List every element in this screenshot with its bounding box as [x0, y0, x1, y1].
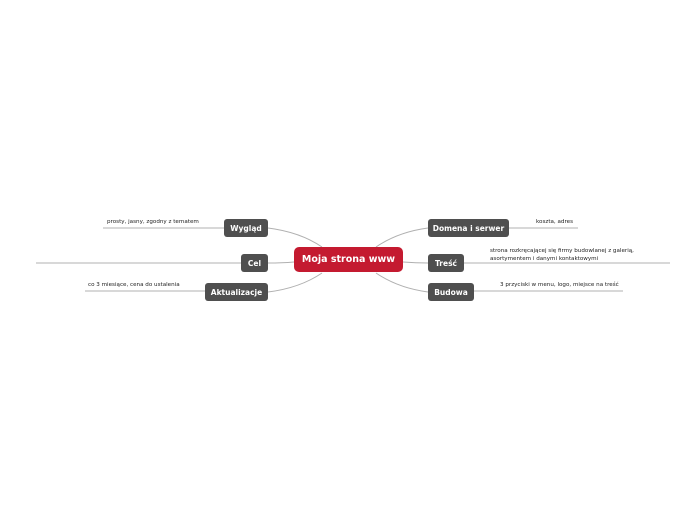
topic-budowa-label: Budowa: [434, 287, 468, 297]
topic-wyglad[interactable]: [224, 219, 268, 237]
root-topic[interactable]: [294, 247, 403, 272]
connector-budowa: [376, 273, 428, 292]
note-aktualizacje: co 3 miesiące, cena do ustalenia: [88, 282, 180, 288]
topic-aktualizacje[interactable]: [205, 283, 268, 301]
connector-cel: [268, 262, 294, 263]
note-budowa: 3 przyciski w menu, logo, miejsce na treść: [500, 282, 619, 288]
note-wyglad: prosty, jasny, zgodny z tematem: [107, 219, 199, 225]
topic-aktualizacje-label: Aktualizacje: [210, 287, 263, 297]
topic-tresc[interactable]: [428, 254, 464, 272]
note-domena: koszta, adres: [536, 219, 574, 225]
note-tresc-line2: asortymentem i danymi kontaktowymi: [490, 256, 599, 262]
topic-budowa[interactable]: [428, 283, 474, 301]
topic-wyglad-label: Wygląd: [230, 223, 262, 233]
connector-wyglad: [268, 228, 322, 247]
topic-domena-label: Domena i serwer: [432, 223, 505, 233]
connector-tresc: [403, 262, 428, 263]
topic-cel-label: Cel: [247, 258, 262, 268]
note-tresc: [490, 247, 634, 263]
root-topic-label: Moja strona www: [301, 254, 396, 265]
connector-aktualizacje: [268, 273, 322, 292]
topic-tresc-label: Treść: [435, 258, 457, 268]
connector-domena: [376, 228, 428, 247]
topic-domena[interactable]: [428, 219, 509, 237]
note-tresc-line1: strona rozkręcającej się firmy budowlanej z galerią,: [490, 248, 634, 254]
topic-cel[interactable]: [241, 254, 268, 272]
